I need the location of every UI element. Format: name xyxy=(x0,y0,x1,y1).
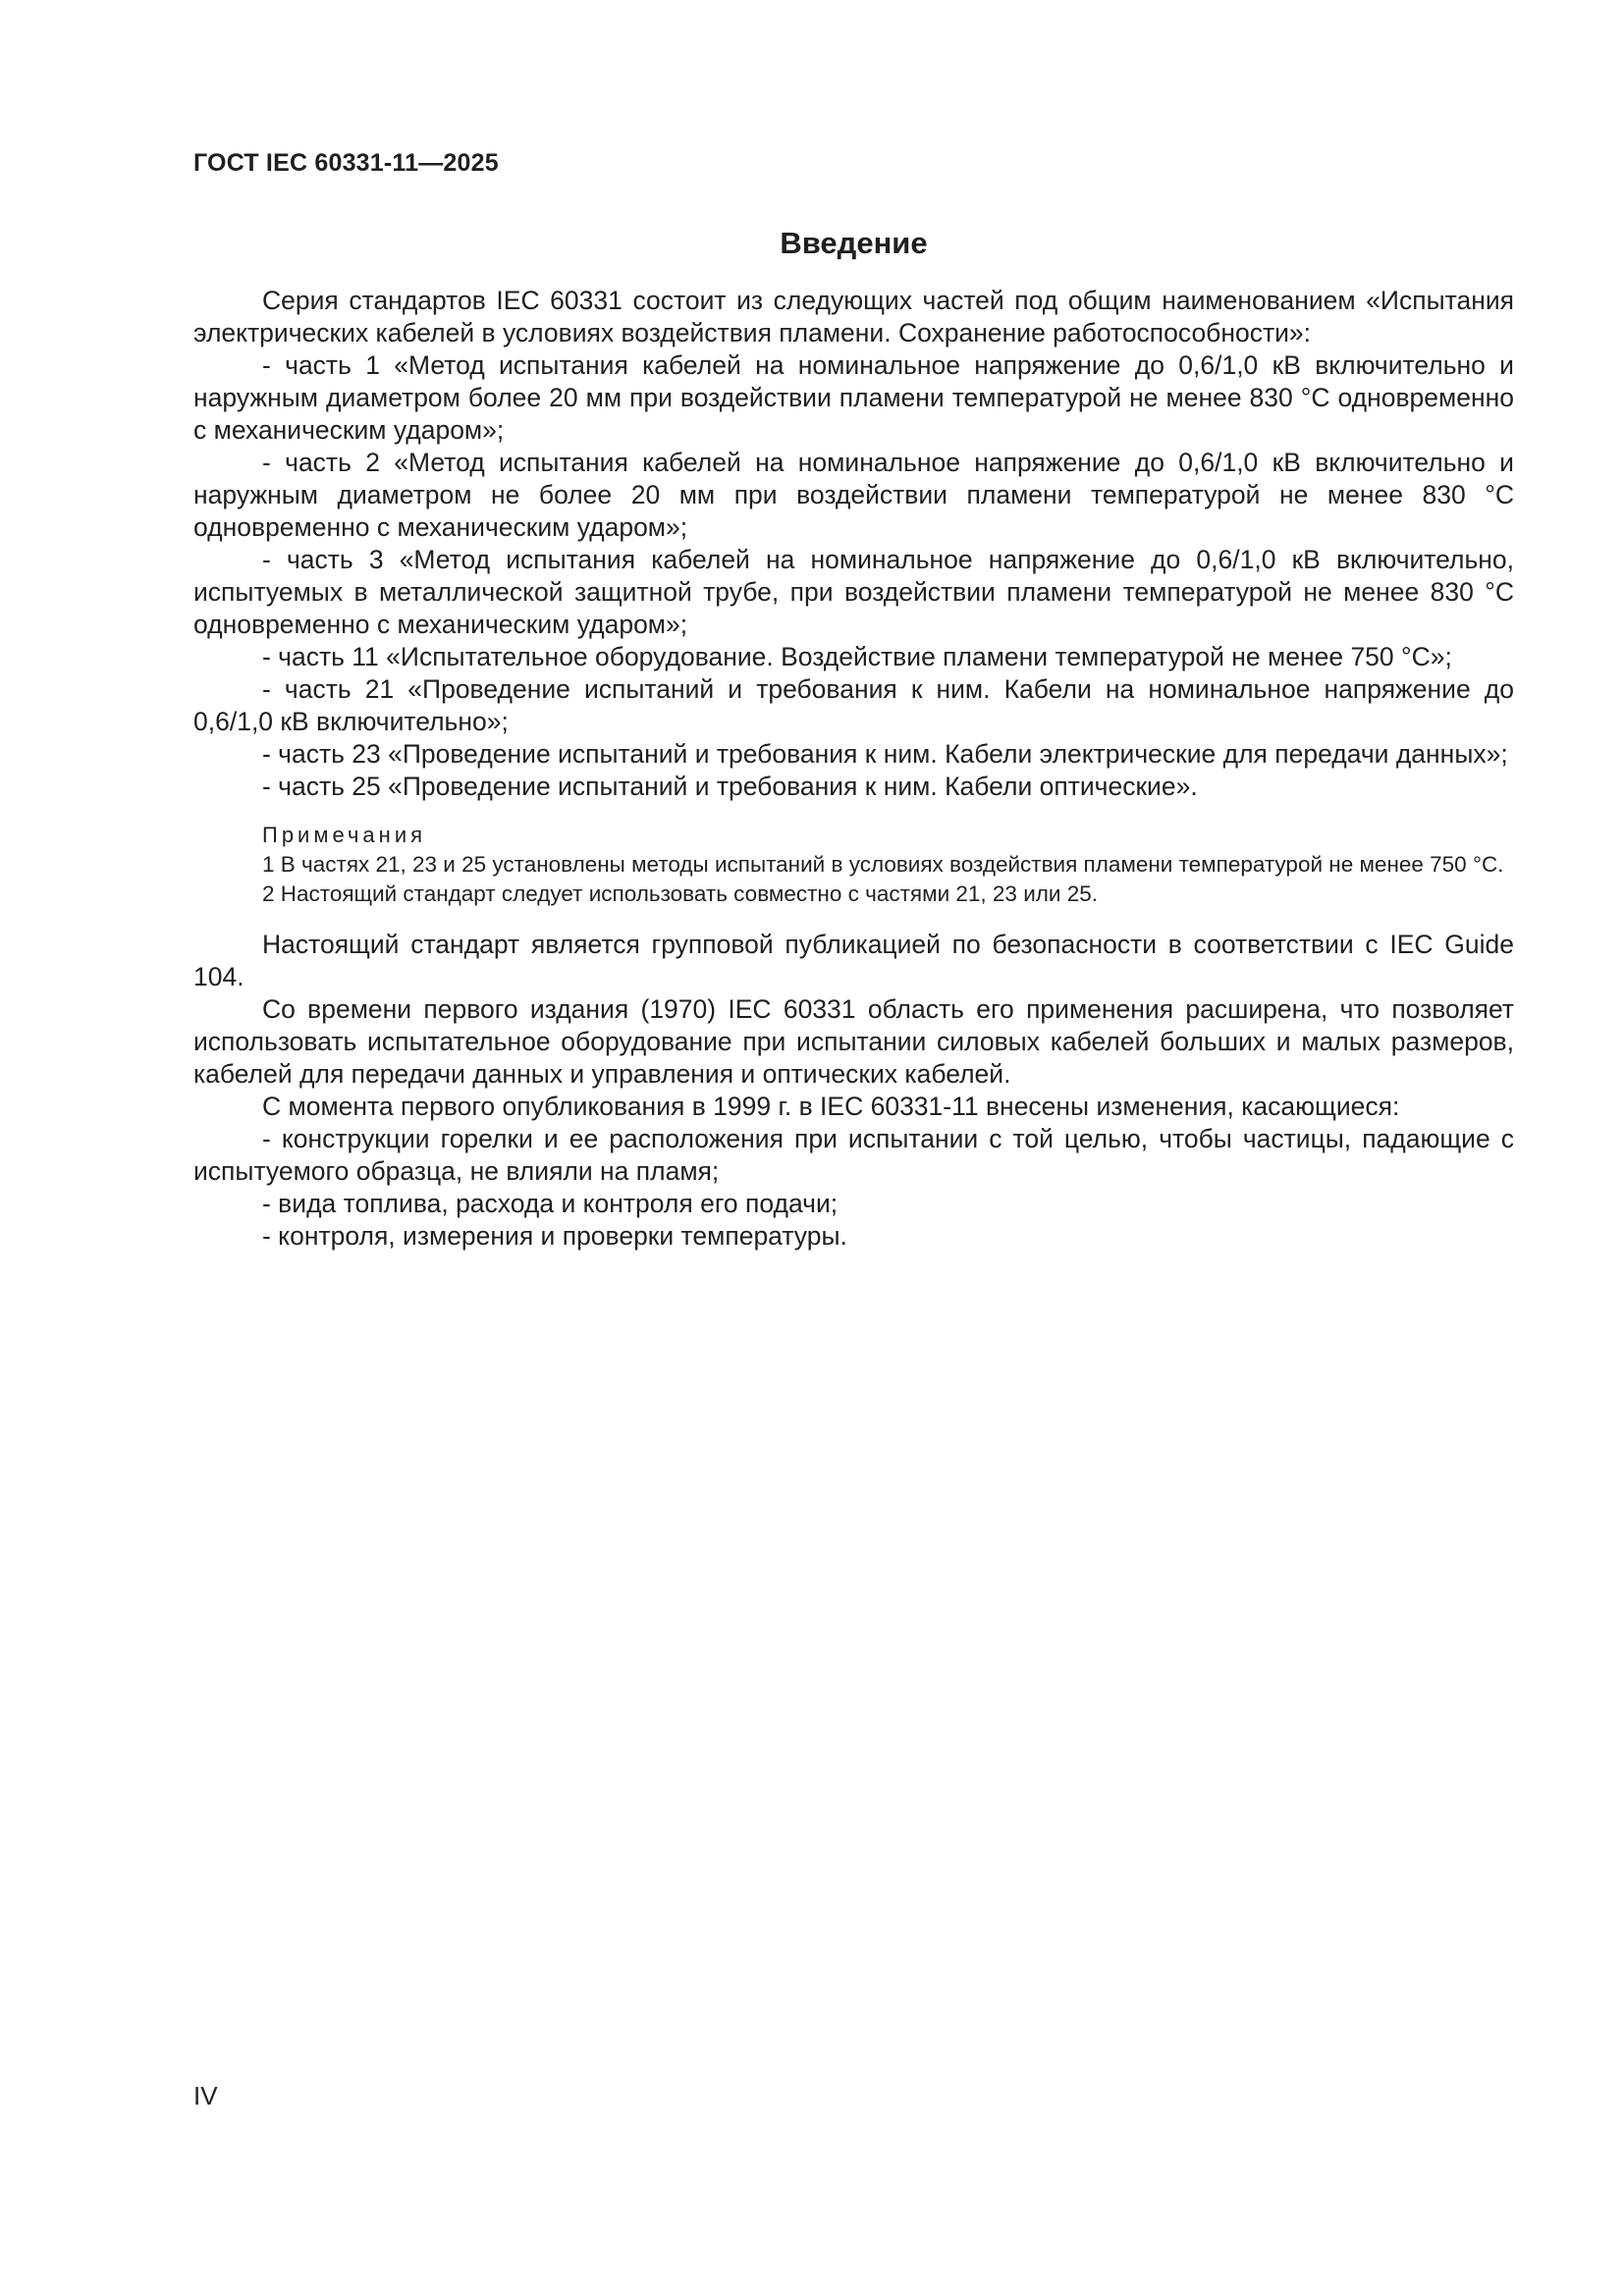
document-body xyxy=(193,224,1514,1253)
note-item: 1 В частях 21, 23 и 25 установлены методы испытаний в условиях воздействия пламени температурой не менее 750 °С. xyxy=(262,852,1504,877)
paragraph-group-1 xyxy=(193,285,1514,803)
paragraph: Настоящий стандарт является групповой публикацией по безопасности в соответствии с IEC Guide 104. xyxy=(193,930,1514,991)
list-item: - часть 25 «Проведение испытаний и требования к ним. Кабели оптические». xyxy=(262,772,1198,801)
list-item: - часть 3 «Метод испытания кабелей на номинальное напряжение до 0,6/1,0 кВ включительно, испытуемых в металлической защитной трубе, при воздействии пламени температурой не менее 830 °С одновременно с механическим ударом»; xyxy=(193,545,1514,639)
list-item: - часть 11 «Испытательное оборудование. Воздействие пламени температурой не менее 750 °С»; xyxy=(262,642,1452,671)
list-item: - часть 2 «Метод испытания кабелей на номинальное напряжение до 0,6/1,0 кВ включительно и наружным диаметром не более 20 мм при воздействии пламени температурой не менее 830 °С одновременно с механическим ударом»; xyxy=(193,448,1514,542)
notes-title: Примечания xyxy=(262,823,427,847)
note-item: 2 Настоящий стандарт следует использовать совместно с частями 21, 23 или 25. xyxy=(262,881,1098,906)
list-item: - вида топлива, расхода и контроля его подачи; xyxy=(262,1189,839,1218)
document-header: ГОСТ IEC 60331-11—2025 xyxy=(193,149,499,177)
notes-block xyxy=(193,821,1514,909)
list-item: - часть 23 «Проведение испытаний и требования к ним. Кабели электрические для передачи данных»; xyxy=(262,739,1508,769)
paragraph: Серия стандартов IEC 60331 состоит из следующих частей под общим наименованием «Испытания электрических кабелей в условиях воздействия пламени. Сохранение работоспособности»: xyxy=(193,286,1514,347)
list-item: - контроля, измерения и проверки температуры. xyxy=(262,1221,847,1251)
list-item: - конструкции горелки и ее расположения при испытании с той целью, чтобы частицы, падающие с испытуемого образца, не влияли на пламя; xyxy=(193,1124,1514,1186)
paragraph-group-2 xyxy=(193,929,1514,1253)
page-number: IV xyxy=(193,2081,218,2110)
list-item: - часть 1 «Метод испытания кабелей на номинальное напряжение до 0,6/1,0 кВ включительно и наружным диаметром более 20 мм при воздействии пламени температурой не менее 830 °С одновременно с механическим ударом»; xyxy=(193,350,1514,445)
paragraph: Со времени первого издания (1970) IEC 60331 область его применения расширена, что позволяет использовать испытательное оборудование при испытании силовых кабелей больших и малых размеров, кабелей для передачи данных и управления и оптических кабелей. xyxy=(193,994,1514,1089)
section-title: Введение xyxy=(780,226,928,260)
list-item: - часть 21 «Проведение испытаний и требования к ним. Кабели на номинальное напряжение до 0,6/1,0 кВ включительно»; xyxy=(193,674,1514,736)
paragraph: С момента первого опубликования в 1999 г. в IEC 60331-11 внесены изменения, касающиеся: xyxy=(262,1092,1400,1121)
